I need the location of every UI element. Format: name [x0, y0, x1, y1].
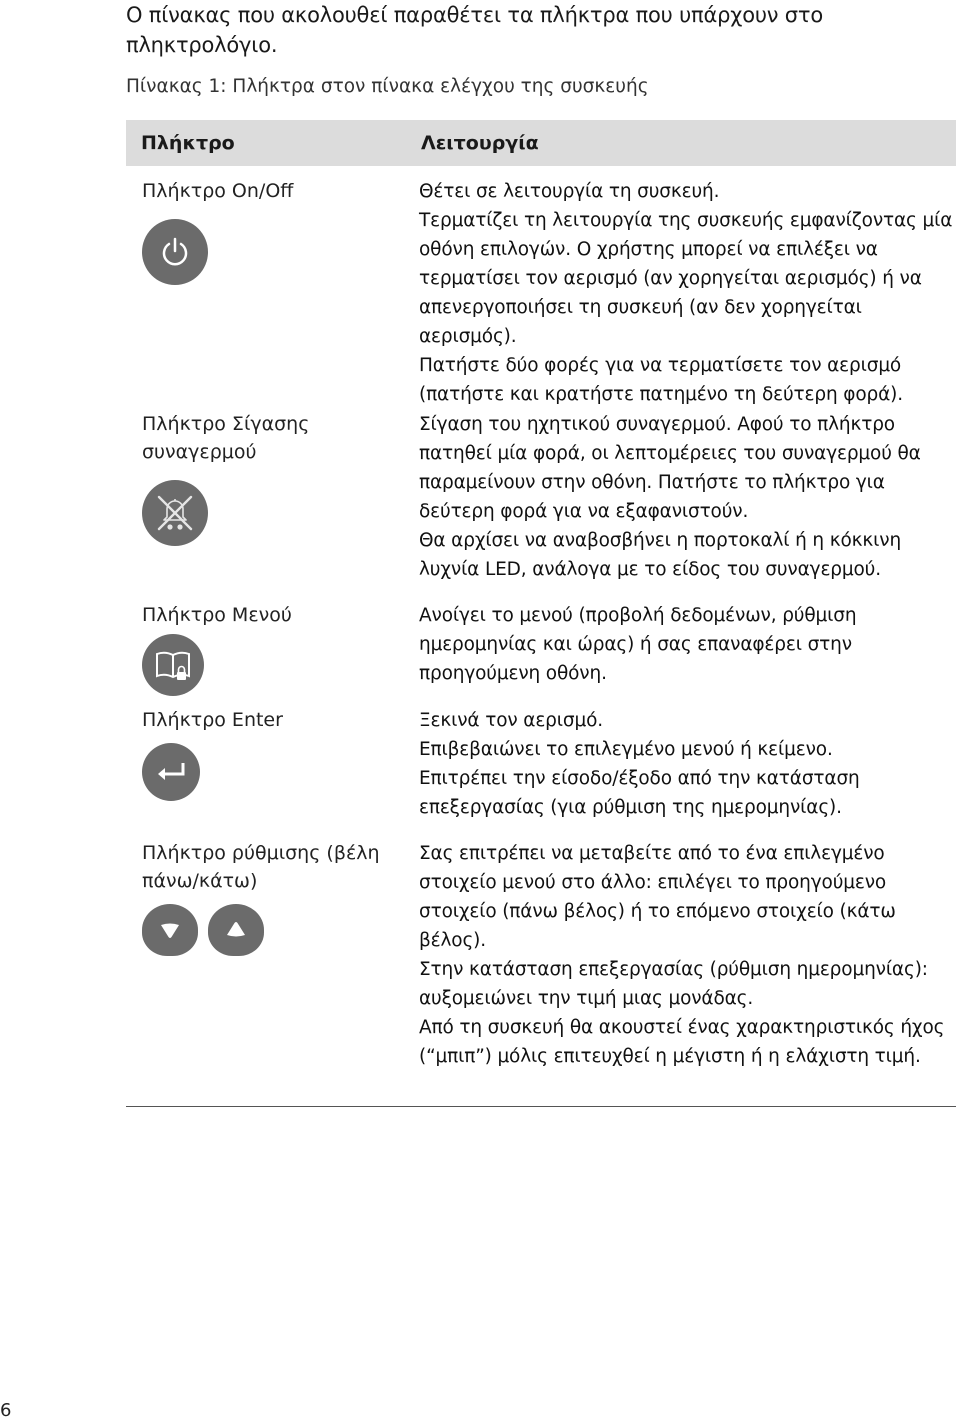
function-line: Πατήστε δύο φορές για να τερματίσετε τον αερισμό (πατήστε και κρατήστε πατημένο τη δεύτερη φορά). — [419, 355, 903, 405]
enter-arrow-icon — [142, 743, 200, 801]
function-line: Επιβεβαιώνει το επιλεγμένο μενού ή κείμενο. — [419, 739, 833, 760]
key-name-alarm-mute: Πλήκτρο Σίγασης συναγερμού — [142, 413, 310, 463]
function-line: Από τη συσκευή θα ακουστεί ένας χαρακτηριστικός ήχος (“μπιπ”) μόλις επιτευχθεί η μέγιστη ή η ελάχιστη τιμή. — [419, 1017, 945, 1067]
table-caption: Πίνακας 1: Πλήκτρα στον πίνακα ελέγχου της συσκευής — [126, 76, 649, 97]
key-name-adjust: Πλήκτρο ρύθμισης (βέλη πάνω/κάτω) — [142, 842, 380, 892]
keys-table — [126, 120, 956, 1107]
function-line: Στην κατάσταση επεξεργασίας (ρύθμιση ημερομηνίας): αυξομειώνει την τιμή μιας μονάδας. — [419, 959, 928, 1009]
table-row-alarm-mute — [126, 410, 956, 601]
intro-text: Ο πίνακας που ακολουθεί παραθέτει τα πλήκτρα που υπάρχουν στο πληκτρολόγιο. — [126, 3, 824, 57]
up-arrow-icon — [208, 904, 264, 956]
function-line: Ξεκινά τον αερισμό. — [419, 710, 603, 731]
table-row-enter — [126, 706, 956, 839]
function-enter — [419, 706, 956, 839]
table-row-power — [126, 166, 956, 410]
function-adjust — [419, 839, 956, 1106]
down-arrow-icon — [142, 904, 198, 956]
page-number: 6 — [0, 1400, 12, 1421]
header-key: Πλήκτρο — [141, 132, 235, 154]
header-function: Λειτουργία — [421, 132, 539, 154]
function-line: Θα αρχίσει να αναβοσβήνει η πορτοκαλί ή η κόκκινη λυχνία LED, ανάλογα με το είδος του συναγερμού. — [419, 530, 902, 580]
function-line: Τερματίζει τη λειτουργία της συσκευής εμφανίζοντας μία οθόνη επιλογών. Ο χρήστης μπορεί να επιλέξει να τερματίσει τον αερισμό (αν χορηγείται αερισμός) ή να απενεργοποιήσει τη συσκευή (αν δεν χορηγείται αερισμός). — [419, 210, 953, 347]
book-lock-icon — [142, 634, 204, 696]
function-power — [419, 177, 956, 410]
table-row-adjust — [126, 839, 956, 1106]
function-menu — [419, 601, 956, 706]
function-line: Ανοίγει το μενού (προβολή δεδομένων, ρύθμιση ημερομηνίας και ώρας) ή σας επαναφέρει στην προηγούμενη οθόνη. — [419, 605, 857, 684]
key-name-enter: Πλήκτρο Enter — [142, 709, 283, 731]
function-line: Θέτει σε λειτουργία τη συσκευή. — [419, 181, 720, 202]
table-header — [126, 120, 956, 166]
table-row-menu — [126, 601, 956, 706]
function-line: Σίγαση του ηχητικού συναγερμού. Αφού το πλήκτρο πατηθεί μία φορά, οι λεπτομέρειες του συναγερμού θα παραμείνουν στην οθόνη. Πατήστε το πλήκτρο για δεύτερη φορά για να εξαφανιστούν. — [419, 414, 921, 522]
key-name-power: Πλήκτρο On/Off — [142, 180, 294, 202]
function-line: Επιτρέπει την είσοδο/έξοδο από την κατάσταση επεξεργασίας (για ρύθμιση της ημερομηνίας). — [419, 768, 860, 818]
function-line: Σας επιτρέπει να μεταβείτε από το ένα επιλεγμένο στοιχείο μενού στο άλλο: επιλέγει το προηγούμενο στοιχείο (πάνω βέλος) ή το επόμενο στοιχείο (κάτω βέλος). — [419, 843, 896, 951]
muted-bell-icon — [142, 480, 208, 546]
function-alarm-mute — [419, 410, 956, 601]
power-icon — [142, 219, 208, 285]
up-down-arrow-icons — [142, 904, 419, 956]
key-name-menu: Πλήκτρο Μενού — [142, 604, 292, 626]
